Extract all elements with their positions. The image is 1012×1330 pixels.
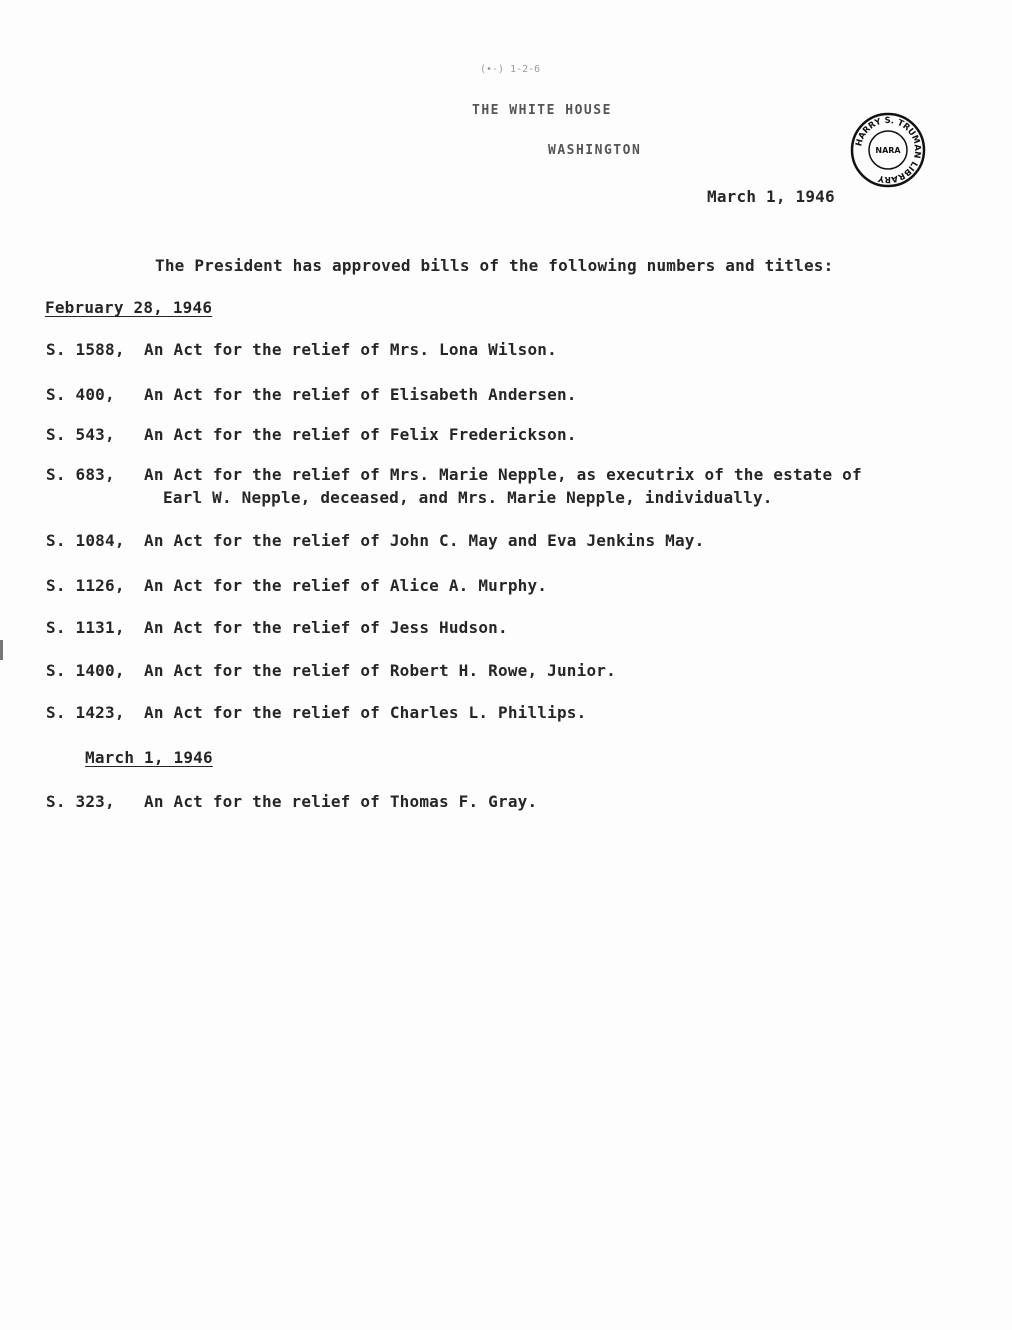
bill-number: S. 1588,: [46, 340, 125, 359]
library-stamp-icon: [850, 112, 926, 188]
bill-title: An Act for the relief of Elisabeth Andersen.: [144, 385, 577, 404]
bill-title: An Act for the relief of Robert H. Rowe, Junior.: [144, 661, 616, 680]
bill-number: S. 1084,: [46, 531, 125, 550]
bill-item: [46, 531, 704, 550]
bill-item: [46, 703, 586, 722]
bill-item: [46, 618, 508, 637]
header-mark: (•-) 1-2-6: [480, 64, 541, 75]
stamp-text: HARRY S. TRUMAN LIBRARY: [854, 115, 923, 185]
bill-title-continued: Earl W. Nepple, deceased, and Mrs. Marie Nepple, individually.: [163, 488, 773, 507]
bill-title: An Act for the relief of Jess Hudson.: [144, 618, 508, 637]
bill-number: S. 400,: [46, 385, 115, 404]
bill-title: An Act for the relief of Mrs. Marie Nepple, as executrix of the estate of: [144, 465, 862, 484]
bill-number: S. 1131,: [46, 618, 125, 637]
bill-item: [46, 661, 616, 680]
bill-title: An Act for the relief of Felix Frederickson.: [144, 425, 577, 444]
bill-item: [46, 576, 547, 595]
bill-number: S. 1126,: [46, 576, 125, 595]
intro-paragraph: The President has approved bills of the following numbers and titles:: [155, 256, 834, 275]
section-heading-mar-1: March 1, 1946: [85, 748, 213, 767]
bill-title: An Act for the relief of Thomas F. Gray.: [144, 792, 538, 811]
bill-item: [46, 465, 862, 507]
bill-number: S. 1423,: [46, 703, 125, 722]
bill-item: [46, 385, 577, 404]
bill-item: [46, 792, 537, 811]
bill-title: An Act for the relief of Mrs. Lona Wilson.: [144, 340, 557, 359]
bill-number: S. 683,: [46, 465, 115, 484]
bill-number: S. 543,: [46, 425, 115, 444]
bill-title: An Act for the relief of Charles L. Phillips.: [144, 703, 587, 722]
bill-title: An Act for the relief of John C. May and Eva Jenkins May.: [144, 531, 705, 550]
bill-number: S. 1400,: [46, 661, 125, 680]
document-date: March 1, 1946: [707, 187, 835, 206]
stamp-sub-text: NARA: [875, 146, 901, 155]
scan-edge-mark: [0, 640, 3, 660]
bill-title: An Act for the relief of Alice A. Murphy.: [144, 576, 548, 595]
section-heading-feb-28: February 28, 1946: [45, 298, 213, 317]
bill-item: [46, 425, 577, 444]
bill-number: S. 323,: [46, 792, 115, 811]
bill-item: [46, 340, 557, 359]
letterhead-city: WASHINGTON: [548, 143, 642, 158]
letterhead-title: THE WHITE HOUSE: [472, 103, 612, 118]
